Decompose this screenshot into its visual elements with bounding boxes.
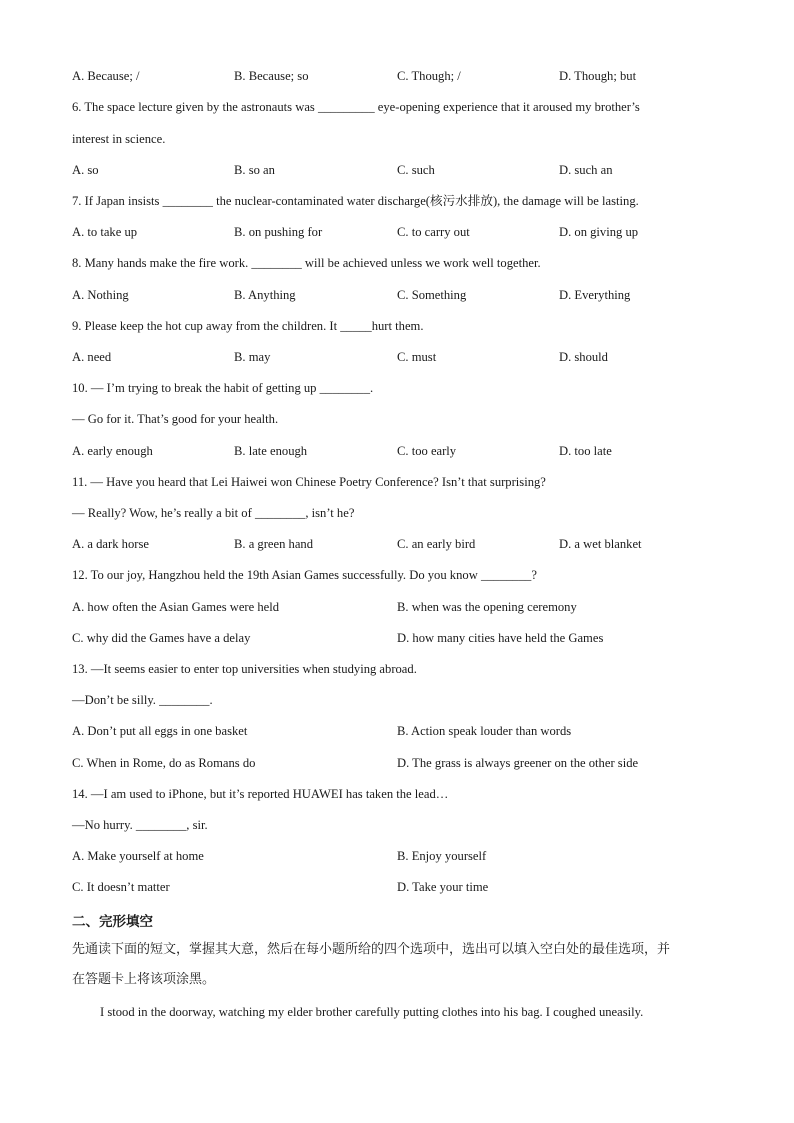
- q13-stem-cont: —Don’t be silly. ________.: [72, 693, 213, 707]
- q11-option-c: C. an early bird: [397, 537, 476, 551]
- q14-option-d: D. Take your time: [397, 880, 489, 894]
- q5-option-a: A. Because; /: [72, 69, 140, 83]
- q10-stem: 10. — I’m trying to break the habit of getting up ________.: [72, 381, 374, 395]
- q14-option-c: C. It doesn’t matter: [72, 880, 170, 894]
- q13-option-b: B. Action speak louder than words: [397, 724, 572, 738]
- q9-option-d: D. should: [559, 350, 608, 364]
- q5-option-d: D. Though; but: [559, 69, 637, 83]
- q14-option-b: B. Enjoy yourself: [397, 849, 487, 863]
- q10-option-d: D. too late: [559, 444, 612, 458]
- q13-option-a: A. Don’t put all eggs in one basket: [72, 724, 248, 738]
- q6-option-a: A. so: [72, 163, 99, 177]
- section-instructions: 先通读下面的短文，掌握其大意，然后在每小题所给的四个选项中，选出可以填入空白处的最佳选项，并: [72, 942, 671, 957]
- q9-option-a: A. need: [72, 350, 112, 364]
- q13-option-c: C. When in Rome, do as Romans do: [72, 756, 256, 770]
- q7-option-c: C. to carry out: [397, 225, 470, 239]
- section-instructions-cont: 在答题卡上将该项涂黑。: [72, 972, 216, 987]
- q12-option-b: B. when was the opening ceremony: [397, 600, 577, 614]
- q13-stem: 13. —It seems easier to enter top universities when studying abroad.: [72, 662, 417, 676]
- q9-option-b: B. may: [234, 350, 271, 364]
- q5-option-b: B. Because; so: [234, 69, 309, 83]
- q10-option-b: B. late enough: [234, 444, 308, 458]
- q6-stem: 6. The space lecture given by the astronauts was _________ eye-opening experience that it aroused my brother’s: [72, 100, 640, 114]
- q7-option-a: A. to take up: [72, 225, 138, 239]
- q12-option-a: A. how often the Asian Games were held: [72, 600, 280, 614]
- q8-option-d: D. Everything: [559, 288, 631, 302]
- q12-option-d: D. how many cities have held the Games: [397, 631, 604, 645]
- q10-option-a: A. early enough: [72, 444, 153, 458]
- section-heading: 二、完形填空: [72, 914, 153, 930]
- q12-option-c: C. why did the Games have a delay: [72, 631, 251, 645]
- q7-option-b: B. on pushing for: [234, 225, 323, 239]
- passage-first-line: I stood in the doorway, watching my elder brother carefully putting clothes into his bag. I coughed uneasily.: [100, 1005, 644, 1019]
- q6-option-b: B. so an: [234, 163, 275, 177]
- q6-option-d: D. such an: [559, 163, 613, 177]
- q8-option-a: A. Nothing: [72, 288, 129, 302]
- q8-option-c: C. Something: [397, 288, 467, 302]
- q11-option-a: A. a dark horse: [72, 537, 149, 551]
- q6-option-c: C. such: [397, 163, 435, 177]
- q11-option-d: D. a wet blanket: [559, 537, 642, 551]
- q12-stem: 12. To our joy, Hangzhou held the 19th Asian Games successfully. Do you know ________?: [72, 568, 537, 582]
- q13-option-d: D. The grass is always greener on the other side: [397, 756, 639, 770]
- q7-option-d: D. on giving up: [559, 225, 639, 239]
- q14-stem-cont: —No hurry. ________, sir.: [72, 818, 208, 832]
- q14-stem: 14. —I am used to iPhone, but it’s reported HUAWEI has taken the lead…: [72, 787, 449, 801]
- q7-stem: 7. If Japan insists ________ the nuclear-contaminated water discharge(核污水排放), the damage will be lasting.: [72, 194, 639, 208]
- q9-option-c: C. must: [397, 350, 437, 364]
- q8-stem: 8. Many hands make the fire work. ________ will be achieved unless we work well together.: [72, 256, 541, 270]
- q8-option-b: B. Anything: [234, 288, 296, 302]
- q14-option-a: A. Make yourself at home: [72, 849, 204, 863]
- q11-stem-cont: — Really? Wow, he’s really a bit of ________, isn’t he?: [72, 506, 355, 520]
- q5-option-c: C. Though; /: [397, 69, 461, 83]
- q11-option-b: B. a green hand: [234, 537, 314, 551]
- q6-stem-cont: interest in science.: [72, 132, 166, 146]
- q10-stem-cont: — Go for it. That’s good for your health.: [72, 412, 279, 426]
- q9-stem: 9. Please keep the hot cup away from the children. It _____hurt them.: [72, 319, 424, 333]
- q11-stem: 11. — Have you heard that Lei Haiwei won Chinese Poetry Conference? Isn’t that surprising?: [72, 475, 546, 489]
- q10-option-c: C. too early: [397, 444, 457, 458]
